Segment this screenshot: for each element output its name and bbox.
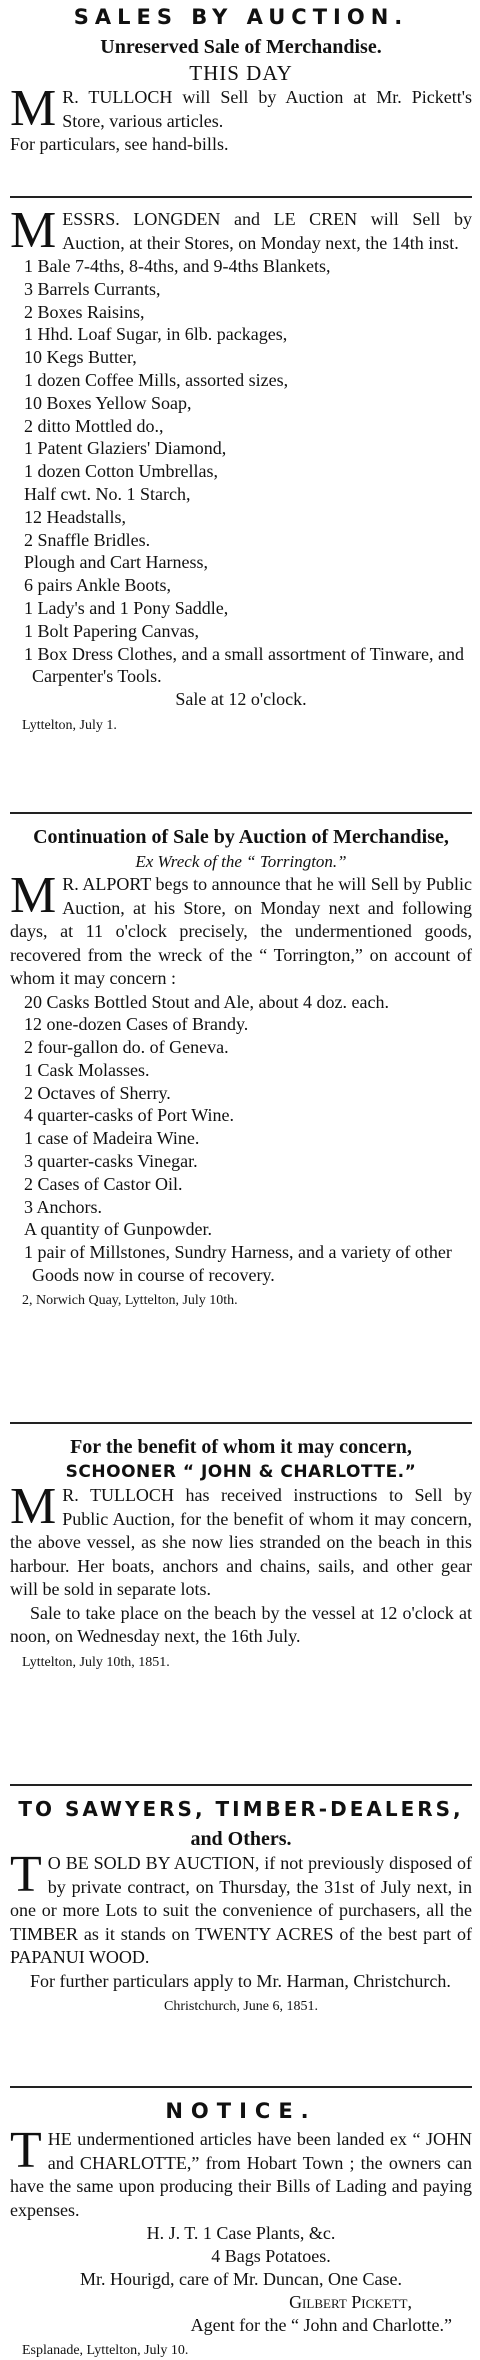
- list-item: 12 one-dozen Cases of Brandy.: [24, 1014, 249, 1035]
- ad4-dateline: Lyttelton, July 10th, 1851.: [22, 1654, 170, 1670]
- list-item: 1 Box Dress Clothes, and a small assortment of Tinware, and Carpenter's Tools.: [24, 643, 464, 687]
- ad5-dropcap: T: [10, 1846, 42, 1903]
- ad3-title: Continuation of Sale by Auction of Merchandise,: [33, 826, 449, 848]
- list-item: 1 pair of Millstones, Sundry Harness, and a variety of other Goods now in course of recovery.: [24, 1242, 452, 1286]
- ad3-subtitle: Ex Wreck of the “ Torrington.”: [135, 852, 347, 871]
- ad2-intro: [10, 202, 472, 259]
- ad5-body-text: O BE SOLD BY AUCTION, if not previously disposed of by private contract, on Thursday, the 31st of July next, in one or more Lots to suit the convenience of purchasers, all the TIMBER as it stands on TWENTY ACRES of the best part of PAPANUI WOOD.: [10, 1853, 472, 1967]
- ad4-vessel: SCHOONER “ JOHN & CHARLOTTE.”: [65, 1462, 417, 1482]
- list-item: 2 four-gallon do. of Geneva.: [24, 1037, 229, 1058]
- list-item: 10 Kegs Butter,: [24, 347, 137, 368]
- ad-longden-lecren: [10, 202, 472, 804]
- ad6-line1: H. J. T. 1 Case Plants, &c.: [146, 2223, 336, 2243]
- list-item: 2 ditto Mottled do.,: [24, 415, 164, 436]
- ad3-item-list: [10, 991, 472, 1287]
- divider: [10, 196, 472, 198]
- divider: [10, 812, 472, 814]
- list-item: 1 Bolt Papering Canvas,: [24, 620, 199, 641]
- ad3-intro: [10, 867, 472, 991]
- list-item: 1 Patent Glaziers' Diamond,: [24, 438, 227, 459]
- list-item: Plough and Cart Harness,: [24, 552, 208, 573]
- list-item: 2 Octaves of Sherry.: [24, 1082, 171, 1103]
- ad5-subtitle: and Others.: [190, 1828, 292, 1850]
- ad1-day: THIS DAY: [189, 61, 293, 85]
- divider: [10, 1784, 472, 1786]
- list-item: 1 dozen Coffee Mills, assorted sizes,: [24, 369, 289, 390]
- list-item: 3 quarter-casks Vinegar.: [24, 1151, 198, 1172]
- ad5-body: [10, 1846, 472, 1970]
- ad3-dateline: 2, Norwich Quay, Lyttelton, July 10th.: [22, 1292, 238, 1308]
- list-item: 1 case of Madeira Wine.: [24, 1128, 200, 1149]
- list-item: 1 Bale 7-4ths, 8-4ths, and 9-4ths Blankets,: [24, 256, 331, 276]
- list-item: 4 quarter-casks of Port Wine.: [24, 1105, 235, 1126]
- ad2-item-list: [10, 255, 472, 688]
- ad3-intro-text: R. ALPORT begs to announce that he will Sell by Public Auction, at his Store, on Monday next and following days, at 11 o'clock precisely, the undermentioned goods, recovered from the wreck of the “ Torrington,” on account of whom it may concern :: [10, 874, 472, 988]
- ad6-agent: Agent for the “ John and Charlotte.”: [190, 2315, 452, 2335]
- ad5-title: TO SAWYERS, TIMBER-DEALERS,: [18, 1797, 464, 1821]
- ad4-body: [10, 1478, 472, 1602]
- list-item: 6 pairs Ankle Boots,: [24, 575, 171, 596]
- ad4-dropcap: M: [10, 1478, 57, 1535]
- ad-schooner-john-charlotte: [10, 1434, 472, 1776]
- list-item: 12 Headstalls,: [24, 506, 126, 527]
- ad6-body-text: HE undermentioned articles have been landed ex “ JOHN and CHARLOTTE,” from Hobart Town ; the owners can have the same upon producing their Bills of Lading and paying expenses.: [10, 2129, 472, 2220]
- ad4-sale: Sale to take place on the beach by the vessel at 12 o'clock at noon, on Wednesday next, the 16th July.: [10, 1602, 472, 1646]
- ad6-body: [10, 2122, 472, 2222]
- ad2-dropcap: M: [10, 202, 57, 259]
- ad4-body-text: R. TULLOCH has received instructions to Sell by Public Auction, for the benefit of whom it may concern, the above vessel, as she now lies stranded on the beach in this harbour. Her boats, anchors and chains, sails, and other gear will be sold in separate lots.: [10, 1485, 472, 1599]
- ad3-dropcap: M: [10, 867, 57, 924]
- list-item: 1 Cask Molasses.: [24, 1059, 150, 1080]
- ad6-signature: Gilbert Pickett,: [289, 2292, 412, 2312]
- ad6-dateline: Esplanade, Lyttelton, July 10.: [22, 2343, 189, 2358]
- ad5-dateline: Christchurch, June 6, 1851.: [164, 1999, 318, 2014]
- list-item: Half cwt. No. 1 Starch,: [24, 483, 191, 504]
- ad1-title: SALES BY AUCTION.: [73, 5, 409, 29]
- ad5-apply: For further particulars apply to Mr. Harman, Christchurch.: [30, 1970, 451, 1991]
- list-item: 1 dozen Cotton Umbrellas,: [24, 461, 218, 482]
- ad-alport-torrington: [10, 824, 472, 1414]
- list-item: 3 Barrels Currants,: [24, 278, 161, 299]
- ad4-title: For the benefit of whom it may concern,: [70, 1436, 412, 1458]
- list-item: 10 Boxes Yellow Soap,: [24, 392, 192, 413]
- list-item: 20 Casks Bottled Stout and Ale, about 4 doz. each.: [24, 991, 389, 1012]
- ad2-dateline: Lyttelton, July 1.: [22, 717, 117, 733]
- list-item: 1 Lady's and 1 Pony Saddle,: [24, 597, 229, 618]
- ad-notice: [10, 2098, 472, 2360]
- list-item: 3 Anchors.: [24, 1196, 102, 1217]
- list-item: A quantity of Gunpowder.: [24, 1219, 212, 1240]
- ad6-title: NOTICE.: [165, 2099, 317, 2123]
- ad2-intro-text: ESSRS. LONGDEN and LE CREN will Sell by Auction, at their Stores, on Monday next, the 14th inst.: [62, 209, 472, 253]
- ad6-dropcap: T: [10, 2122, 42, 2179]
- ad1-particulars: For particulars, see hand-bills.: [10, 134, 229, 154]
- divider: [10, 2086, 472, 2088]
- list-item: 2 Snaffle Bridles.: [24, 529, 151, 550]
- ad1-subtitle: Unreserved Sale of Merchandise.: [100, 36, 382, 58]
- ad1-body: [10, 80, 472, 137]
- ad-sales-by-auction: [10, 4, 472, 188]
- ad-sawyers-timber: [10, 1796, 472, 2078]
- list-item: 1 Hhd. Loaf Sugar, in 6lb. packages,: [24, 324, 288, 345]
- ad1-body-text: R. TULLOCH will Sell by Auction at Mr. Pickett's Store, various articles.: [62, 87, 472, 131]
- ad6-line3: Mr. Hourigd, care of Mr. Duncan, One Case.: [80, 2269, 402, 2289]
- ad1-dropcap: M: [10, 80, 57, 137]
- divider: [10, 1422, 472, 1424]
- ad2-sale-time: Sale at 12 o'clock.: [175, 689, 307, 710]
- ad6-line2: 4 Bags Potatoes.: [211, 2246, 331, 2266]
- list-item: 2 Boxes Raisins,: [24, 301, 145, 322]
- list-item: 2 Cases of Castor Oil.: [24, 1173, 183, 1194]
